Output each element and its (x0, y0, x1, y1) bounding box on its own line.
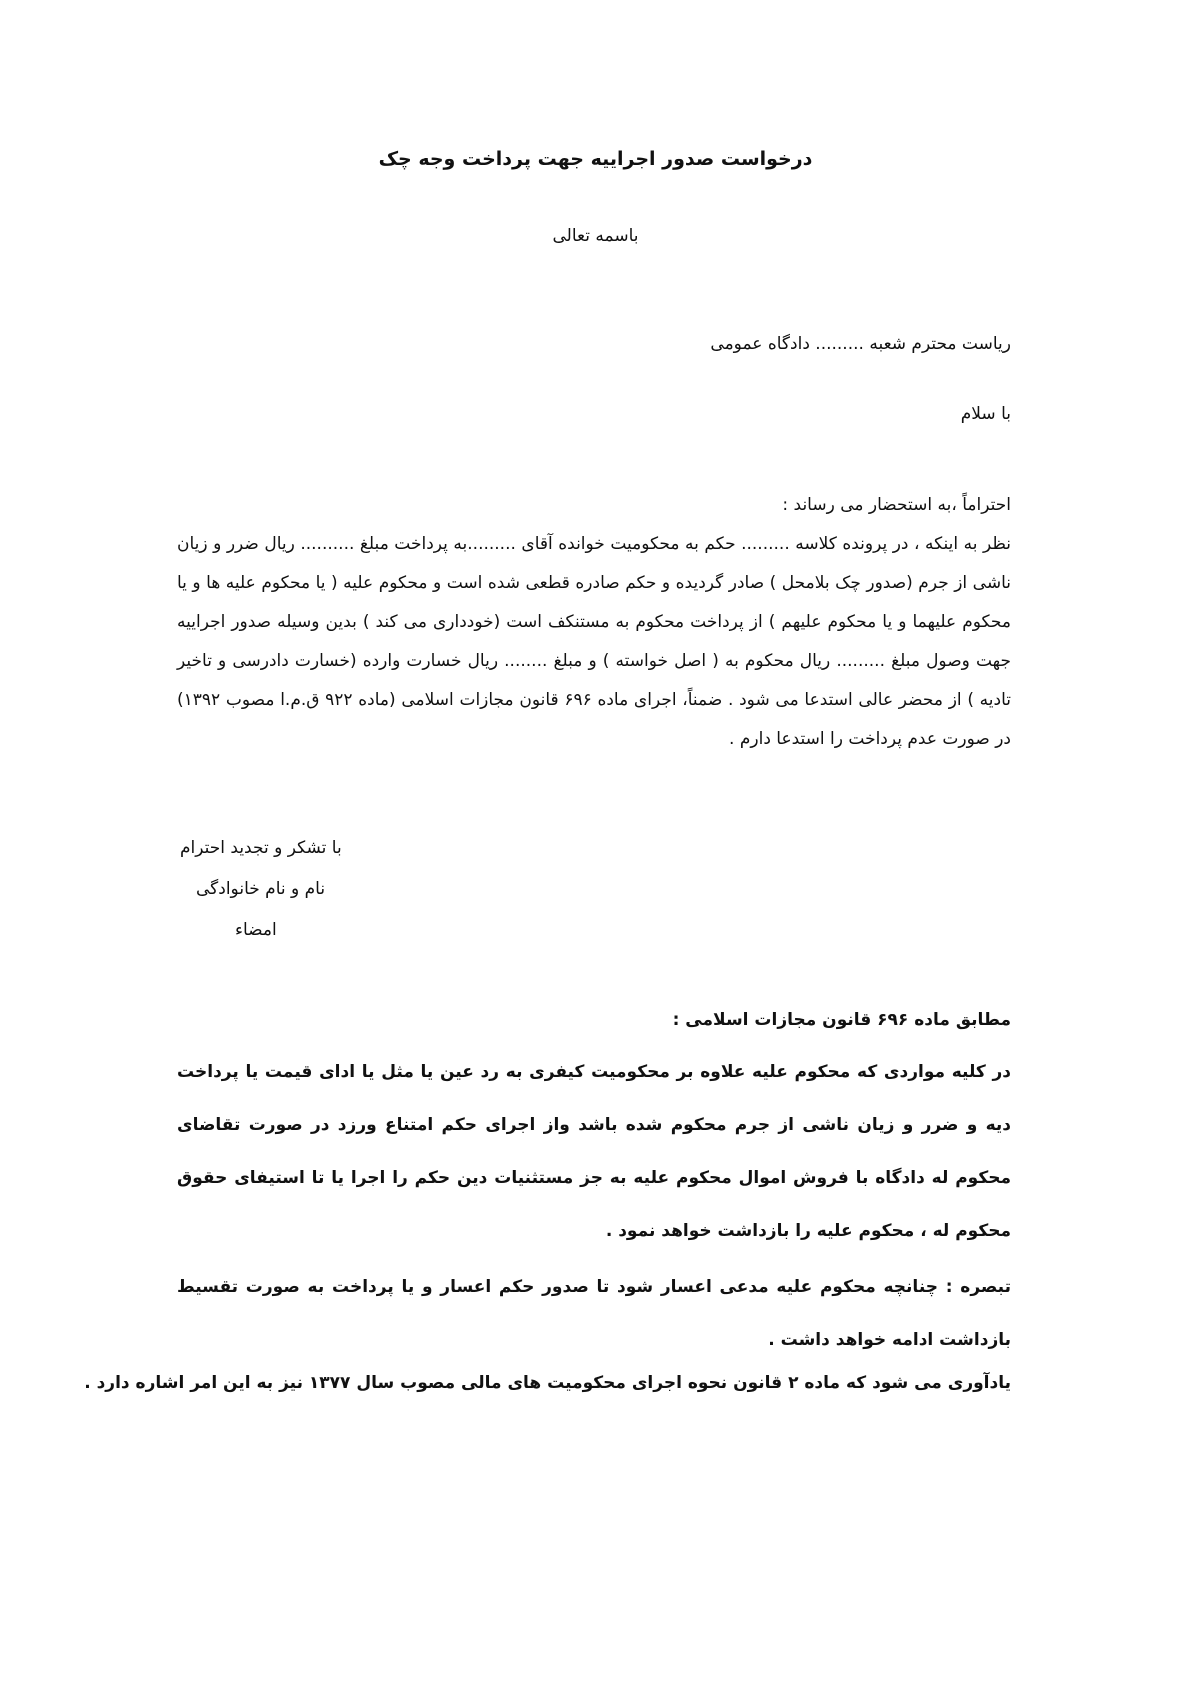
law-note-paragraph: تبصره : چنانچه محکوم علیه مدعی اعسار شود تا صدور حکم اعسار و یا پرداخت به صورت تقسیط بازداشت ادامه خواهد داشت . (177, 1277, 1011, 1350)
recipient-line: ریاست محترم شعبه ......... دادگاه عمومی (710, 334, 1011, 354)
law-text-paragraph: در کلیه مواردی که محکوم علیه علاوه بر محکومیت کیفری به رد عین یا مثل یا ادای قیمت یا پرداخت دیه و ضرر و زیان ناشی از جرم محکوم شده باشد واز اجرای حکم امتناع ورزد در صورت تقاضای محکوم له دادگاه با فروش اموال محکوم علیه به جز مستثنیات دین حکم را اجرا یا تا استیفای حقوق محکوم له ، محکوم علیه را بازداشت خواهد نمود . (177, 1062, 1011, 1241)
invocation: باسمه تعالی (552, 226, 639, 246)
closing-signature-label: امضاء (235, 920, 277, 940)
closing-thanks: با تشکر و تجدید احترام (180, 838, 342, 858)
greeting: با سلام (960, 404, 1011, 424)
reminder-line: یادآوری می شود که ماده ۲ قانون نحوه اجرای محکومیت های مالی مصوب سال ۱۳۷۷ نیز به این امر اشاره دارد . (84, 1373, 1011, 1393)
document-title: درخواست صدور اجراییه جهت پرداخت وجه چک (378, 148, 813, 170)
request-body-paragraph: نظر به اینکه ، در پرونده کلاسه ......... حکم به محکومیت خوانده آقای .........به پرداخت مبلغ .......... ریال ضرر و زیان ناشی از جرم (صدور چک بلامحل ) صادر گردیده و حکم صادره قطعی شده است و محکوم علیه ( یا محکوم علیه ها و یا محکوم علیهما و یا محکوم علیهم ) از پرداخت محکوم به مستنکف است (خودداری می کند ) بدین وسیله صدور اجراییه جهت وصول مبلغ ......... ریال محکوم به ( اصل خواسته ) و مبلغ ........ ریال خسارت وارده (خسارت دادرسی و تاخیر تادیه ) از محضر عالی استدعا می شود . ضمناً، اجرای ماده ۶۹۶ قانون مجازات اسلامی (ماده ۹۲۲ ق.م.ا مصوب ۱۳۹۲) در صورت عدم پرداخت را استدعا دارم . (177, 534, 1011, 749)
opening-line: احتراماً ،به استحضار می رساند : (782, 495, 1011, 515)
law-heading: مطابق ماده ۶۹۶ قانون مجازات اسلامی : (672, 1010, 1011, 1030)
closing-name-label: نام و نام خانوادگی (196, 879, 326, 899)
